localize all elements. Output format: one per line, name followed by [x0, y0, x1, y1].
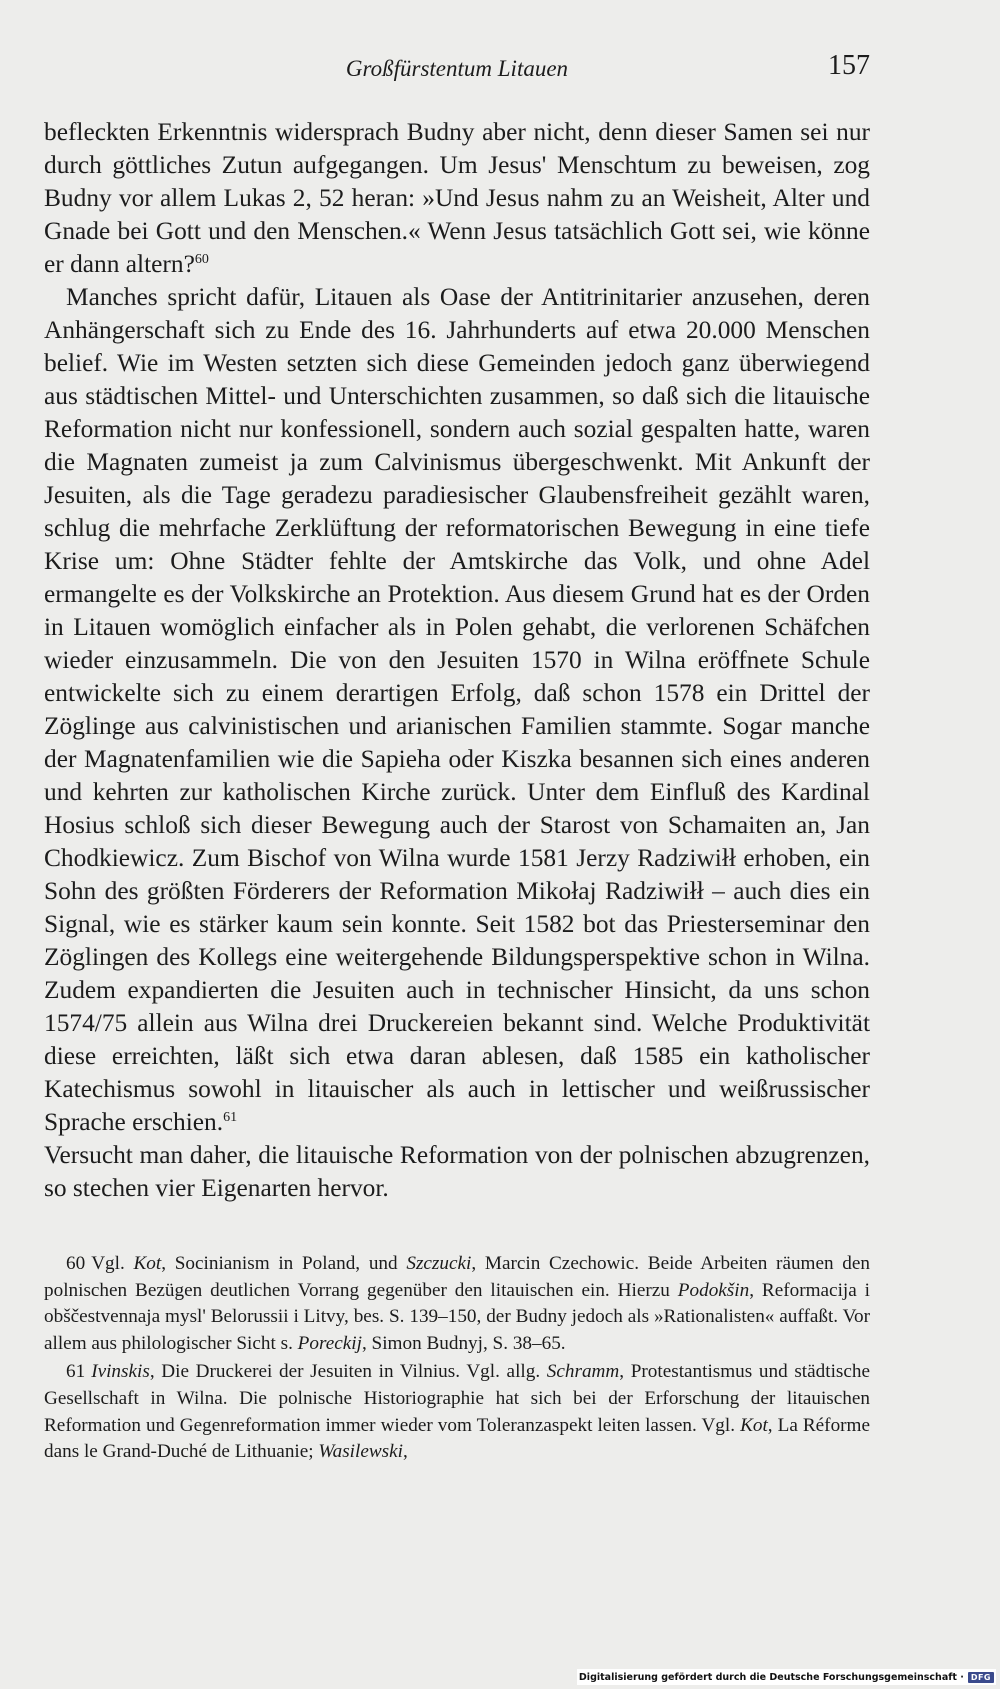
footnote-ref[interactable]: 60 — [194, 252, 209, 267]
cited-author: Poreckij — [297, 1332, 362, 1354]
footnote-segment: Vgl. — [91, 1253, 134, 1274]
page-number: 157 — [828, 50, 870, 81]
footnote-ref[interactable]: 61 — [223, 1110, 238, 1125]
page-header — [44, 50, 870, 90]
paragraph — [44, 281, 870, 1205]
footnote-segment: , Simon Budnyj, S. 38–65. — [361, 1332, 566, 1354]
cited-author: Schramm — [546, 1361, 620, 1383]
digitization-credit — [577, 1669, 996, 1685]
cited-author: Kot — [133, 1253, 162, 1274]
paragraph-text: Manches spricht dafür, Litauen als Oase der Antitrinitarier anzusehen, deren Anhängerschaft sich zu Ende des 16. Jahrhunderts auf etwa 20.000 Menschen belief. Wie im Westen setzten sich diese Gemeinden jedoch ganz überwiegend aus städtischen Mittel- und Unterschichten zusammen, so daß sich die litauische Reformation nicht nur konfessionell, sondern auch sozial gespalten hatte, waren die Magnaten zumeist ja zum Calvinismus übergeschwenkt. Mit Ankunft der Jesuiten, als die Tage geradezu paradiesischer Glaubensfreiheit gezählt waren, schlug die mehrfache Zerklüftung der reformatorischen Bewegung in eine tiefe Krise um: Ohne Städter fehlte der Amtskirche das Volk, und ohne Adel ermangelte es der Volkskirche an Protektion. Aus diesem Grund hat es der Orden in Litauen womöglich einfacher als in Polen gehabt, die verlorenen Schäfchen wieder einzusammeln. Die von den Jesuiten 1570 in Wilna eröffnete Schule entwickelte sich zu einem derartigen Erfolg, daß schon 1578 ein Drittel der Zöglinge aus calvinistischen und arianischen Familien stammte. Sogar manche der Magnatenfamilien wie die Sapieha oder Kiszka besannen sich eines anderen und kehrten zur katholischen Kirche zurück. Unter dem Einfluß des Kardinal Hosius schloß sich dieser Bewegung auch der Starost von Schamaiten an, Jan Chodkiewicz. Zum Bischof von Wilna wurde 1581 Jerzy Radziwiłł erhoben, ein Sohn des größten Förderers der Reformation Mikołaj Radziwiłł – auch dies ein Signal, wie es stärker kaum sein konnte. Seit 1582 bot das Priesterseminar den Zöglingen des Kollegs eine weitergehende Bildungsperspektive schon in Wilna. Zudem expandierten die Jesuiten auch in technischer Hinsicht, da uns schon 1574/75 allein aus Wilna drei Druckereien bekannt sind. Welche Produktivität diese erreichten, läßt sich etwa daran ablesen, daß 1585 ein katholischer Katechismus sowohl in litauischer als auch in lettischer und weißrussischer Sprache erschien. — [44, 283, 870, 1136]
cited-author: Kot — [740, 1414, 768, 1436]
paragraph — [44, 116, 870, 281]
footnote-segment: , — [402, 1441, 408, 1463]
footnote-segment: , Marcin Czechowic. Beide Arbeiten räumen den polnischen Bezügen deutlichen Vorrang gegenüber den litauischen ein. Hierzu — [44, 1253, 871, 1301]
footnote-segment: , Protestantismus und städtische Gesellschaft in Wilna. Die polnische Historiographie hat sich bei der Erforschung der litauischen Reformation und Gegenreformation immer wieder vom Toleranzaspekt leiten lassen. Vgl. — [44, 1361, 871, 1436]
footnote-text — [44, 1361, 870, 1462]
footnotes — [44, 1251, 870, 1468]
cited-author: Szczucki — [406, 1253, 472, 1274]
running-title: Großfürstentum Litauen — [345, 56, 569, 81]
footnote-segment: , Die Druckerei der Jesuiten in Vilnius. Vgl. allg. — [149, 1361, 547, 1383]
paragraph-text: befleckten Erkenntnis widersprach Budny aber nicht, denn dieser Samen sei nur durch göttliches Zutun aufgegangen. Um Jesus' Menschtum zu beweisen, zog Budny vor allem Lukas 2, 52 heran: »Und Jesus nahm zu an Weisheit, Alter und Gnade bei Gott und den Menschen.« Wenn Jesus tatsächlich Gott sei, wie könne er dann altern? — [44, 118, 870, 278]
body-text — [44, 116, 870, 1205]
footnote-segment: , Socinianism in Poland, und — [161, 1253, 407, 1274]
footnote-segment: , Reformacija i obščestvennaja mysl' Belorussii i Litvy, bes. S. 139–150, der Budny jedoch als »Rationalisten« auffaßt. Vor allem aus philologischer Sicht s. — [44, 1279, 871, 1354]
dfg-logo-icon: DFG — [968, 1672, 994, 1683]
cited-author: Wasilewski — [318, 1441, 403, 1463]
cited-author: Ivinskis — [91, 1361, 150, 1383]
footnote-number: 61 — [66, 1361, 86, 1383]
credit-text: Digitalisierung gefördert durch die Deutsche Forschungsgemeinschaft · — [578, 1671, 964, 1683]
cited-author: Podokšin — [677, 1279, 750, 1301]
footnote-number: 60 — [66, 1253, 86, 1274]
footnote-text — [44, 1253, 870, 1354]
paragraph-continuation: Versucht man daher, die litauische Reformation von der polnischen abzugrenzen, so stechen vier Eigenarten hervor. — [44, 1141, 870, 1202]
footnote — [44, 1251, 870, 1357]
footnote — [44, 1359, 870, 1465]
footnote-segment: , La Réforme dans le Grand-Duché de Lithuanie; — [44, 1414, 870, 1463]
